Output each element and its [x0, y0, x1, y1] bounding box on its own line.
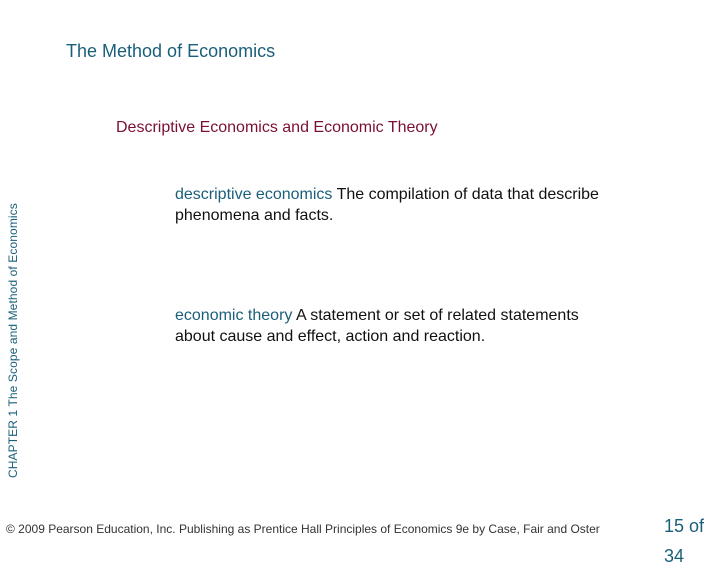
definition-descriptive-economics — [175, 184, 615, 226]
chapter-side-label: CHAPTER 1 The Scope and Method of Economics — [6, 203, 20, 478]
definition-term: economic theory — [175, 307, 293, 324]
slide-title: The Method of Economics — [66, 41, 276, 61]
definition-text: The compilation of data that describe phenomena and facts. — [175, 186, 599, 224]
copyright-footer: © 2009 Pearson Education, Inc. Publishing as Prentice Hall Principles of Economics 9e by Case, Fair and Oster — [6, 522, 600, 536]
definition-economic-theory — [175, 305, 615, 347]
section-heading: Descriptive Economics and Economic Theory — [116, 119, 438, 136]
definition-term: descriptive economics — [175, 186, 333, 203]
definition-text: A statement or set of related statements about cause and effect, action and reaction. — [175, 307, 579, 345]
page-number: 15 of 34 — [664, 516, 705, 566]
